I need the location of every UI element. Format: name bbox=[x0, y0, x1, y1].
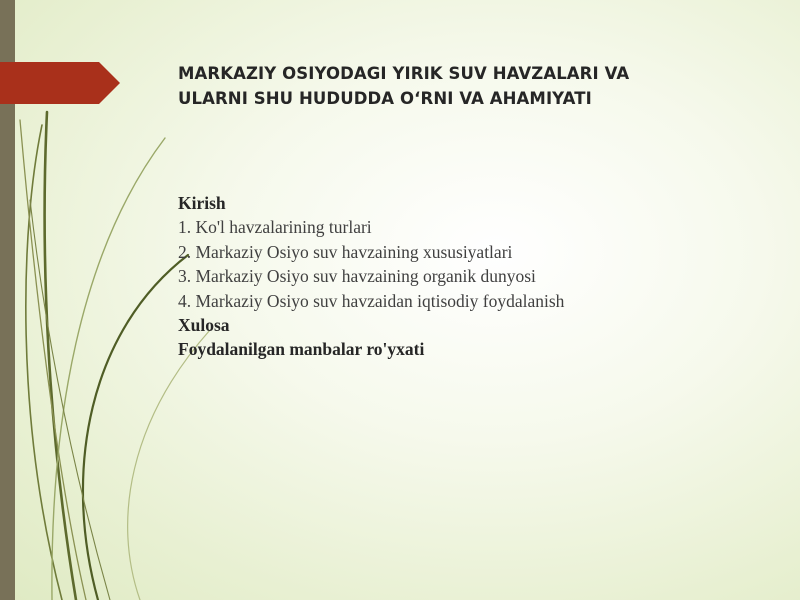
slide-title-line-2: ULARNI SHU HUDUDDA O‘RNI VA AHAMIYATI bbox=[178, 89, 592, 108]
slide-title-line-1: MARKAZIY OSIYODAGI YIRIK SUV HAVZALARI VA bbox=[178, 64, 630, 83]
toc-item-2: 2. Markaziy Osiyo suv havzaining xususiyatlari bbox=[178, 241, 513, 262]
toc-item-1: 1. Ko'l havzalarining turlari bbox=[178, 217, 372, 238]
toc-conclusion: Xulosa bbox=[178, 315, 230, 336]
toc-item-3: 3. Markaziy Osiyo suv havzaining organik dunyosi bbox=[178, 266, 536, 287]
table-of-contents bbox=[178, 191, 758, 362]
toc-intro: Kirish bbox=[178, 193, 226, 213]
toc-references: Foydalanilgan manbalar ro'yxati bbox=[178, 339, 425, 360]
accent-arrow bbox=[0, 62, 120, 104]
vine-stroke-6 bbox=[128, 330, 210, 600]
vine-stroke-7 bbox=[30, 200, 110, 600]
vine-stroke-4 bbox=[52, 138, 165, 600]
vine-stroke-5 bbox=[83, 255, 188, 600]
toc-item-4: 4. Markaziy Osiyo suv havzaidan iqtisodiy foydalanish bbox=[178, 290, 565, 311]
slide-title bbox=[178, 61, 758, 111]
